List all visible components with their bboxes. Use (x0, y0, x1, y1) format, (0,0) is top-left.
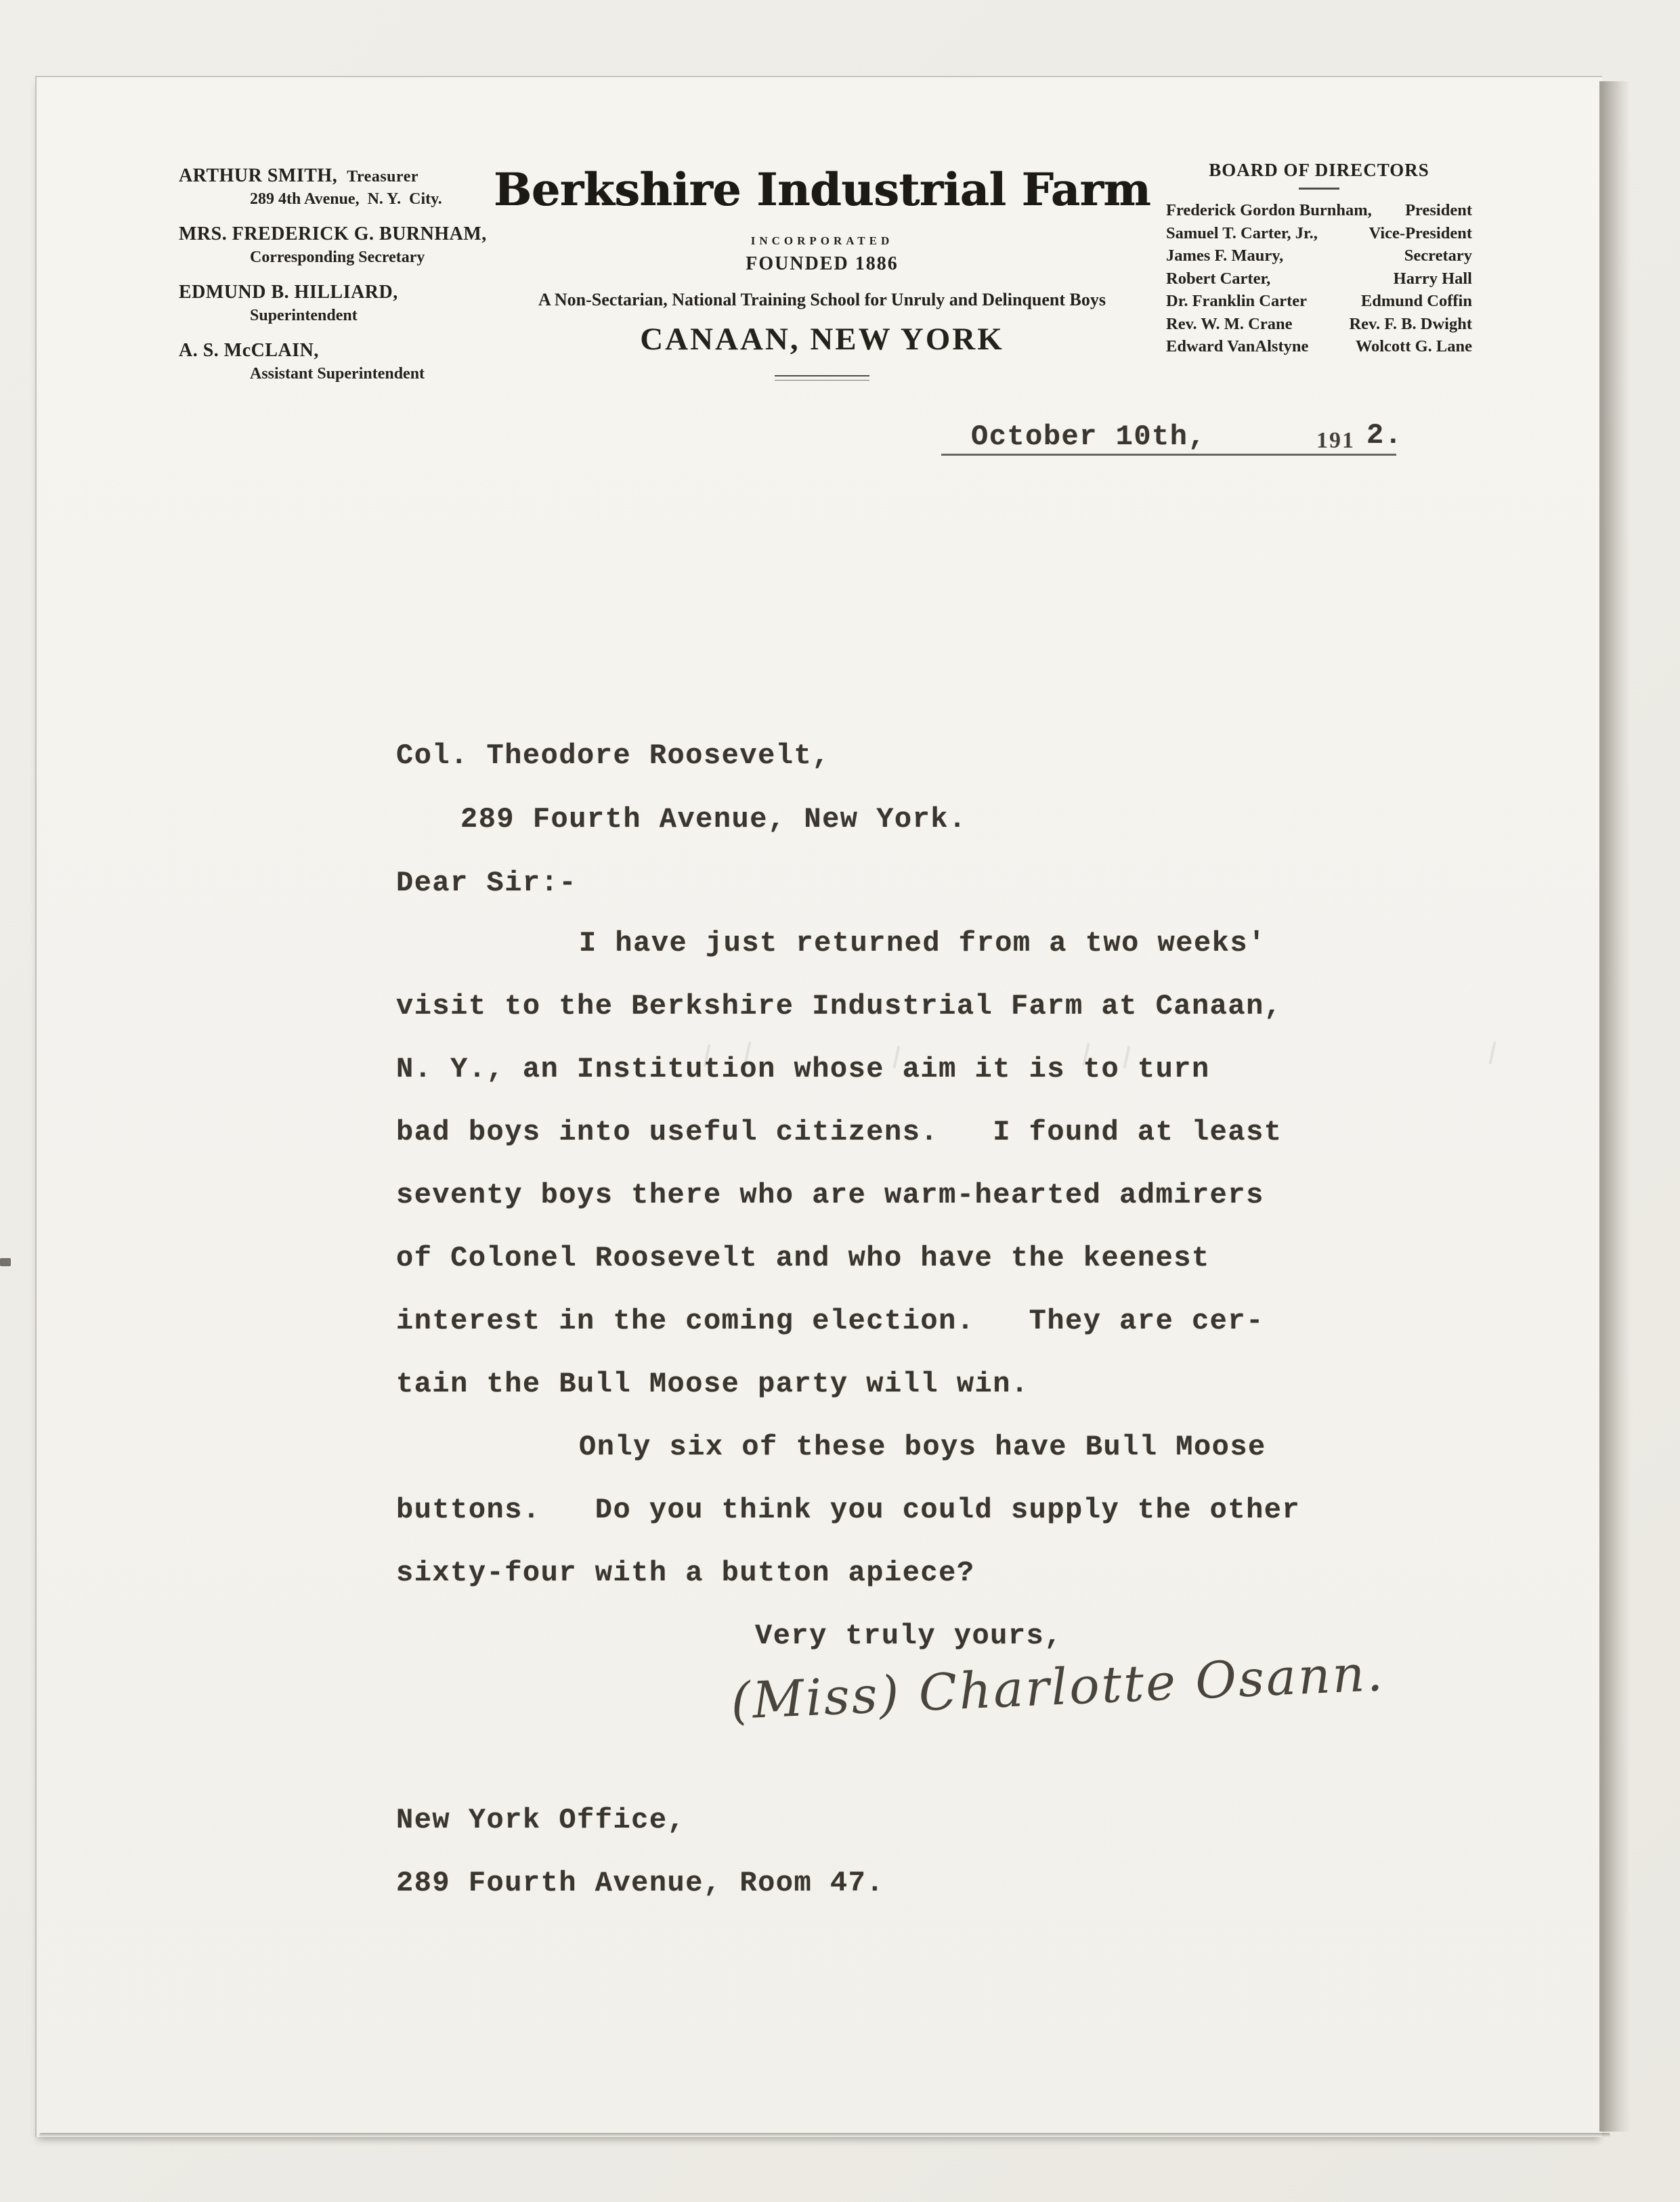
officer-subtitle: Corresponding Secretary (250, 249, 425, 266)
board-row (1166, 267, 1472, 290)
founded-label: FOUNDED 1886 (746, 253, 899, 274)
board-member: James F. Maury, (1166, 246, 1284, 265)
board-of-directors (1166, 160, 1472, 358)
office-line: New York Office, (396, 1804, 686, 1836)
officer-entry (179, 282, 517, 325)
board-role: Vice-President (1369, 223, 1472, 242)
officer-entry (179, 340, 517, 383)
officer-entry (179, 223, 517, 267)
board-member: Samuel T. Carter, Jr., (1166, 223, 1318, 242)
typed-date: October 10th, (971, 420, 1207, 453)
body-line: sixty-four with a button apiece? (396, 1557, 975, 1589)
board-member: Frederick Gordon Burnham, (1166, 201, 1372, 219)
body-line: seventy boys there who are warm-hearted admirers (396, 1179, 1264, 1211)
salutation: Dear Sir:- (396, 867, 578, 899)
officer-subtitle: Assistant Superintendent (250, 365, 425, 383)
board-role: Secretary (1404, 246, 1472, 265)
scan-artifact (1489, 1041, 1496, 1064)
masthead-divider (775, 375, 869, 381)
tagline: A Non-Sectarian, National Training School for Unruly and Delinquent Boys (538, 290, 1106, 309)
body-line: visit to the Berkshire Industrial Farm at Canaan, (396, 990, 1283, 1022)
officer-name: ARTHUR SMITH, (179, 165, 338, 186)
closing: Very truly yours, (755, 1620, 1062, 1652)
body-line: Only six of these boys have Bull Moose (579, 1431, 1266, 1463)
handwritten-signature: (Miss) Charlotte Osann. (729, 1643, 1386, 1731)
date-rule (941, 454, 1396, 456)
body-line: bad boys into useful citizens. I found at least (396, 1116, 1283, 1148)
board-member: Rev. W. M. Crane (1166, 314, 1293, 333)
letter-page (35, 76, 1602, 2137)
typed-year-digit: 2. (1366, 419, 1403, 452)
scan-artifact (0, 1258, 11, 1266)
officer-entry (179, 165, 517, 209)
recipient-name: Col. Theodore Roosevelt, (396, 739, 830, 772)
organization-title: Berkshire Industrial Farm (493, 163, 1151, 216)
board-member: Harry Hall (1393, 269, 1472, 288)
officer-name: EDMUND B. HILLIARD, (179, 282, 398, 303)
board-member: Rev. F. B. Dwight (1349, 314, 1472, 333)
body-line: interest in the coming election. They are cer- (396, 1305, 1264, 1337)
masthead (470, 161, 1174, 381)
board-member: Dr. Franklin Carter (1166, 292, 1307, 310)
location-label: CANAAN, NEW YORK (640, 322, 1004, 357)
officer-name: A. S. McCLAIN, (179, 340, 319, 361)
board-role: President (1405, 201, 1472, 219)
officer-name: MRS. FREDERICK G. BURNHAM, (179, 223, 487, 244)
board-member: Wolcott G. Lane (1355, 337, 1472, 355)
recipient-address: 289 Fourth Avenue, New York. (460, 803, 967, 836)
body-line: buttons. Do you think you could supply the other (396, 1494, 1301, 1526)
printed-year: 191 (1316, 428, 1355, 453)
officers-column (179, 165, 517, 398)
board-row (1166, 244, 1472, 267)
officer-subtitle: 289 4th Avenue, N. Y. City. (250, 190, 442, 208)
board-row (1166, 313, 1472, 336)
board-member: Edward VanAlstyne (1166, 337, 1309, 355)
board-row (1166, 335, 1472, 358)
officer-subtitle: Superintendent (250, 307, 358, 324)
office-line: 289 Fourth Avenue, Room 47. (396, 1867, 885, 1899)
board-member: Edmund Coffin (1360, 292, 1472, 310)
board-divider (1299, 188, 1339, 190)
body-line: tain the Bull Moose party will win. (396, 1368, 1029, 1400)
board-heading: BOARD OF DIRECTORS (1209, 160, 1429, 180)
body-line: of Colonel Roosevelt and who have the keenest (396, 1242, 1210, 1274)
body-line: N. Y., an Institution whose aim it is to turn (396, 1053, 1210, 1085)
incorporated-label: INCORPORATED (750, 234, 894, 247)
page-bottom-shadow (39, 2133, 1610, 2137)
board-row (1166, 290, 1472, 313)
body-line: I have just returned from a two weeks' (579, 927, 1266, 959)
board-row (1166, 199, 1472, 222)
officer-title: Treasurer (347, 168, 419, 186)
board-row (1166, 222, 1472, 245)
board-member: Robert Carter, (1166, 269, 1271, 288)
page-edge-shadow (1599, 81, 1631, 2132)
